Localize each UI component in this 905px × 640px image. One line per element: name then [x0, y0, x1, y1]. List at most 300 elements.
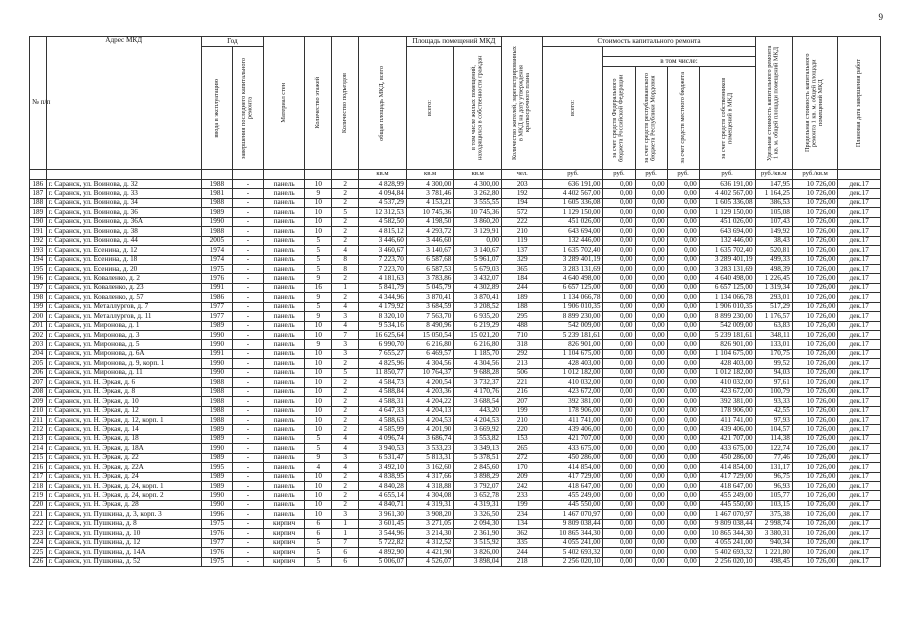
- table-cell: 0,00: [635, 548, 667, 557]
- table-cell: 5: [305, 246, 332, 255]
- table-cell: 216: [502, 387, 543, 396]
- table-cell: 2: [332, 378, 359, 387]
- table-cell: 4: [305, 463, 332, 472]
- table-cell: 1989: [201, 208, 232, 217]
- table-cell: 4 204,53: [454, 415, 502, 424]
- table-cell: панель: [263, 453, 304, 462]
- table-cell: 1 129 150,00: [543, 208, 603, 217]
- table-cell: 375,38: [755, 510, 792, 519]
- table-cell: г. Саранск, ул. Н. Эркая, д. 18А: [46, 444, 201, 453]
- table-cell: 6 469,57: [406, 349, 454, 358]
- table-cell: 318: [502, 340, 543, 349]
- table-cell: 8: [332, 255, 359, 264]
- table-cell: панель: [263, 359, 304, 368]
- table-cell: 8: [332, 264, 359, 273]
- table-cell: 542 009,00: [699, 321, 755, 330]
- table-cell: 15 021,20: [454, 331, 502, 340]
- table-cell: 0,00: [603, 387, 635, 396]
- table-cell: 295: [502, 312, 543, 321]
- table-cell: дек.17: [838, 198, 881, 207]
- table-cell: 10: [305, 472, 332, 481]
- table-cell: 418 647,00: [699, 482, 755, 491]
- table-cell: 3 686,74: [406, 434, 454, 443]
- table-row: [30, 538, 881, 547]
- table-cell: 4 179,92: [359, 302, 407, 311]
- table-cell: панель: [263, 425, 304, 434]
- table-cell: 15 050,54: [406, 331, 454, 340]
- table-cell: 214: [30, 444, 47, 453]
- table-cell: 188: [502, 302, 543, 311]
- table-cell: дек.17: [838, 236, 881, 245]
- table-row: [30, 217, 881, 226]
- header-max-cost: Предельная стоимость капитального ремонта 1 кв. м. общей площади помещений МКД: [792, 37, 838, 170]
- table-cell: 132 446,00: [543, 236, 603, 245]
- table-cell: 1 906 010,35: [699, 302, 755, 311]
- table-row: [30, 368, 881, 377]
- header-premises-residential: в том числе жилых помещений, находящихся в собственности граждан: [454, 47, 502, 170]
- table-cell: 5: [305, 434, 332, 443]
- table-cell: 5 239 181,61: [699, 331, 755, 340]
- table-cell: 0,00: [635, 321, 667, 330]
- table-cell: 4 200,54: [406, 378, 454, 387]
- table-cell: 0,00: [603, 378, 635, 387]
- table-cell: 0,00: [603, 293, 635, 302]
- table-cell: 0,00: [603, 510, 635, 519]
- table-cell: 4 304,56: [454, 359, 502, 368]
- table-cell: 2005: [201, 236, 232, 245]
- table-cell: 0,00: [667, 255, 699, 264]
- table-cell: 2 845,60: [454, 463, 502, 472]
- table-cell: 0,00: [635, 349, 667, 358]
- table-cell: -: [232, 510, 263, 519]
- table-cell: 3 432,07: [454, 274, 502, 283]
- table-cell: 0,00: [603, 246, 635, 255]
- table-cell: 4 840,71: [359, 500, 407, 509]
- table-cell: 4: [332, 321, 359, 330]
- table-cell: 16: [305, 283, 332, 292]
- table-cell: 3 826,00: [454, 548, 502, 557]
- table-cell: 10 726,00: [792, 482, 838, 491]
- table-cell: панель: [263, 406, 304, 415]
- table-row: [30, 189, 881, 198]
- table-cell: 3 380,31: [755, 529, 792, 538]
- table-cell: 0,00: [667, 510, 699, 519]
- table-cell: 6: [332, 548, 359, 557]
- table-cell: панель: [263, 349, 304, 358]
- table-cell: 0,00: [667, 529, 699, 538]
- table-cell: г. Саранск, ул. Н. Эркая, д. 18: [46, 434, 201, 443]
- table-cell: 1 226,45: [755, 274, 792, 283]
- table-cell: 10 726,00: [792, 406, 838, 415]
- table-cell: 119: [502, 236, 543, 245]
- table-cell: 423 672,00: [543, 387, 603, 396]
- table-cell: 10: [305, 368, 332, 377]
- table-cell: 4 203,36: [406, 387, 454, 396]
- table-cell: 3: [332, 510, 359, 519]
- table-cell: 233: [502, 491, 543, 500]
- table-cell: 0,00: [635, 397, 667, 406]
- table-cell: -: [232, 491, 263, 500]
- table-cell: дек.17: [838, 444, 881, 453]
- table-cell: 10: [305, 406, 332, 415]
- table-cell: дек.17: [838, 510, 881, 519]
- table-cell: 636 191,00: [699, 180, 755, 189]
- table-cell: дек.17: [838, 359, 881, 368]
- table-cell: панель: [263, 208, 304, 217]
- table-cell: 2: [332, 359, 359, 368]
- table-cell: -: [232, 236, 263, 245]
- table-cell: 0,00: [603, 264, 635, 273]
- table-cell: панель: [263, 312, 304, 321]
- table-cell: -: [232, 444, 263, 453]
- table-cell: 451 026,00: [699, 217, 755, 226]
- table-cell: 10: [305, 331, 332, 340]
- table-cell: 4 198,50: [406, 217, 454, 226]
- table-cell: 10: [305, 491, 332, 500]
- table-cell: -: [232, 472, 263, 481]
- table-cell: 3 544,96: [359, 529, 407, 538]
- table-row: [30, 557, 881, 566]
- table-cell: 1989: [201, 482, 232, 491]
- table-cell: г. Саранск, ул. Н. Эркая, д. 12, корп. 1: [46, 415, 201, 424]
- table-row: [30, 453, 881, 462]
- table-cell: г. Саранск, ул. Пушкина, д. 10: [46, 529, 201, 538]
- table-cell: 218: [502, 557, 543, 566]
- table-cell: 8 320,10: [359, 312, 407, 321]
- table-cell: 1977: [201, 302, 232, 311]
- table-cell: 451 026,00: [543, 217, 603, 226]
- table-cell: 0,00: [603, 500, 635, 509]
- table-cell: 10 726,00: [792, 387, 838, 396]
- table-cell: 2: [332, 406, 359, 415]
- table-cell: 3 732,37: [454, 378, 502, 387]
- table-cell: 210: [30, 406, 47, 415]
- table-cell: 210: [502, 227, 543, 236]
- table-cell: -: [232, 557, 263, 566]
- table-cell: 365: [502, 264, 543, 273]
- table-row: [30, 264, 881, 273]
- table-cell: 0,00: [667, 236, 699, 245]
- table-cell: 3 792,07: [454, 482, 502, 491]
- table-cell: 4 319,31: [454, 500, 502, 509]
- table-cell: 0,00: [667, 519, 699, 528]
- table-cell: г. Саранск, ул. Коваленко, д. 23: [46, 283, 201, 292]
- table-cell: -: [232, 312, 263, 321]
- table-cell: кирпич: [263, 529, 304, 538]
- table-cell: дек.17: [838, 312, 881, 321]
- table-cell: г. Саранск, ул. Миронова, д. 6А: [46, 349, 201, 358]
- table-cell: 433 675,00: [699, 444, 755, 453]
- table-cell: панель: [263, 500, 304, 509]
- table-cell: 2: [332, 491, 359, 500]
- table-cell: 4 588,63: [359, 415, 407, 424]
- table-cell: 0,00: [667, 217, 699, 226]
- table-cell: 4 655,14: [359, 491, 407, 500]
- table-cell: дек.17: [838, 264, 881, 273]
- table-cell: 455 249,00: [543, 491, 603, 500]
- table-cell: 4 588,31: [359, 397, 407, 406]
- table-cell: -: [232, 434, 263, 443]
- table-cell: 4: [332, 246, 359, 255]
- table-cell: 10 726,00: [792, 321, 838, 330]
- table-cell: 3 289 401,19: [699, 255, 755, 264]
- table-cell: -: [232, 283, 263, 292]
- table-row: [30, 208, 881, 217]
- table-cell: дек.17: [838, 368, 881, 377]
- table-cell: 3 669,92: [454, 425, 502, 434]
- table-row: [30, 491, 881, 500]
- table-cell: 1: [332, 283, 359, 292]
- table-cell: 1975: [201, 519, 232, 528]
- table-cell: 5: [305, 557, 332, 566]
- table-cell: 1989: [201, 453, 232, 462]
- table-cell: 10 726,00: [792, 340, 838, 349]
- table-cell: 0,00: [635, 198, 667, 207]
- table-cell: 1989: [201, 425, 232, 434]
- table-cell: 1989: [201, 321, 232, 330]
- table-cell: 7 223,70: [359, 255, 407, 264]
- table-cell: 3 684,59: [406, 302, 454, 311]
- table-cell: кирпич: [263, 557, 304, 566]
- table-cell: 6: [332, 557, 359, 566]
- table-cell: 3 688,54: [454, 397, 502, 406]
- table-cell: 204: [30, 349, 47, 358]
- table-cell: 4: [332, 463, 359, 472]
- table-cell: 5: [305, 255, 332, 264]
- table-cell: 189: [30, 208, 47, 217]
- table-cell: -: [232, 538, 263, 547]
- table-cell: дек.17: [838, 217, 881, 226]
- table-cell: 1: [332, 519, 359, 528]
- table-cell: 5: [305, 302, 332, 311]
- table-cell: кирпич: [263, 548, 304, 557]
- table-cell: 10 726,00: [792, 255, 838, 264]
- table-cell: 3: [332, 453, 359, 462]
- table-cell: панель: [263, 378, 304, 387]
- table-cell: 386,53: [755, 198, 792, 207]
- table-cell: г. Саранск, ул. Есенина, д. 20: [46, 264, 201, 273]
- table-row: [30, 519, 881, 528]
- table-row: [30, 302, 881, 311]
- table-cell: 2: [332, 236, 359, 245]
- table-cell: 207: [30, 378, 47, 387]
- table-cell: 188: [30, 198, 47, 207]
- table-cell: 10 726,00: [792, 378, 838, 387]
- unit-cost-federal: руб.: [603, 170, 635, 180]
- table-row: [30, 482, 881, 491]
- table-row: [30, 293, 881, 302]
- header-cost-group: Стоимость капитального ремонта: [543, 37, 755, 47]
- header-cost-federal: за счет средств Федерального бюджета Российской Федерации: [603, 67, 635, 170]
- table-cell: 0,00: [635, 557, 667, 566]
- table-cell: 5: [305, 538, 332, 547]
- table-cell: 1990: [201, 500, 232, 509]
- table-cell: 10 726,00: [792, 349, 838, 358]
- table-cell: 0,00: [635, 500, 667, 509]
- table-cell: 9 809 038,44: [543, 519, 603, 528]
- table-cell: 9 534,16: [359, 321, 407, 330]
- table-cell: 439 406,00: [699, 425, 755, 434]
- table-cell: 4 526,07: [406, 557, 454, 566]
- table-cell: 4 402 567,00: [699, 189, 755, 198]
- table-cell: панель: [263, 415, 304, 424]
- table-cell: 10 726,00: [792, 368, 838, 377]
- table-cell: 1988: [201, 378, 232, 387]
- table-cell: 10 726,00: [792, 359, 838, 368]
- table-cell: дек.17: [838, 425, 881, 434]
- table-cell: г. Саранск, ул. Миронова, д. 3: [46, 331, 201, 340]
- table-cell: 244: [502, 548, 543, 557]
- table-cell: 3 908,20: [406, 510, 454, 519]
- header-cost-blank: [603, 47, 755, 57]
- table-cell: 10 726,00: [792, 434, 838, 443]
- table-cell: 0,00: [667, 264, 699, 273]
- table-cell: 1: [332, 529, 359, 538]
- table-cell: -: [232, 180, 263, 189]
- table-cell: 0,00: [603, 321, 635, 330]
- table-cell: 0,00: [667, 180, 699, 189]
- unit-premises-total: кв.м: [406, 170, 454, 180]
- table-cell: 0,00: [667, 331, 699, 340]
- table-row: [30, 472, 881, 481]
- table-cell: 4 293,72: [406, 227, 454, 236]
- table-cell: 1 605 336,08: [543, 198, 603, 207]
- table-cell: 6 531,47: [359, 453, 407, 462]
- table-cell: панель: [263, 491, 304, 500]
- table-cell: 428 403,00: [699, 359, 755, 368]
- table-row: [30, 312, 881, 321]
- table-cell: 292: [502, 349, 543, 358]
- table-cell: г. Саранск, ул. Миронова, д. 1: [46, 321, 201, 330]
- table-row: [30, 198, 881, 207]
- table-cell: г. Саранск, ул. Металлургов, д. 7: [46, 302, 201, 311]
- table-cell: 6 219,29: [454, 321, 502, 330]
- table-cell: 3 492,10: [359, 463, 407, 472]
- table-cell: г. Саранск, ул. Миронова, д. 9, корп. 1: [46, 359, 201, 368]
- unit-cost-republic: руб.: [635, 170, 667, 180]
- table-cell: 221: [30, 510, 47, 519]
- table-cell: 10 726,00: [792, 397, 838, 406]
- table-cell: 293,01: [755, 293, 792, 302]
- table-cell: 7: [332, 331, 359, 340]
- table-row: [30, 246, 881, 255]
- table-cell: 4 055 241,00: [699, 538, 755, 547]
- table-cell: 4: [332, 434, 359, 443]
- table-cell: 191: [30, 227, 47, 236]
- table-cell: 0,00: [603, 415, 635, 424]
- table-cell: 5: [332, 368, 359, 377]
- table-cell: дек.17: [838, 548, 881, 557]
- table-cell: 3 870,41: [406, 293, 454, 302]
- table-cell: 8 490,96: [406, 321, 454, 330]
- table-cell: г. Саранск, ул. Н. Эркая, д. 24, корп. 2: [46, 491, 201, 500]
- table-cell: 4 585,99: [359, 425, 407, 434]
- table-cell: 1 012 182,00: [543, 368, 603, 377]
- table-cell: 5: [332, 208, 359, 217]
- unit-total-area: кв.м: [359, 170, 407, 180]
- header-year: Год: [201, 37, 263, 47]
- table-cell: 0,00: [635, 255, 667, 264]
- table-cell: 63,83: [755, 321, 792, 330]
- table-cell: 0,00: [635, 406, 667, 415]
- table-cell: 1991: [201, 283, 232, 292]
- table-cell: 10: [305, 321, 332, 330]
- table-row: [30, 434, 881, 443]
- table-cell: 5 006,07: [359, 557, 407, 566]
- table-cell: 1988: [201, 415, 232, 424]
- table-cell: 10 726,00: [792, 519, 838, 528]
- table-cell: 0,00: [635, 236, 667, 245]
- table-cell: 133,01: [755, 340, 792, 349]
- header-address: Адрес МКД: [46, 37, 201, 170]
- table-cell: 0,00: [667, 293, 699, 302]
- table-cell: 5 679,03: [454, 264, 502, 273]
- table-cell: 189: [502, 293, 543, 302]
- table-cell: 3 446,60: [359, 236, 407, 245]
- table-cell: 209: [30, 397, 47, 406]
- table-cell: 1 164,25: [755, 189, 792, 198]
- table-cell: 0,00: [635, 227, 667, 236]
- table-cell: 0,00: [635, 510, 667, 519]
- table-cell: 2 256 020,10: [699, 557, 755, 566]
- table-cell: 0,00: [603, 349, 635, 358]
- table-cell: 217: [30, 472, 47, 481]
- table-cell: 3 783,86: [406, 274, 454, 283]
- table-cell: г. Саранск, ул. Миронова, д. 11: [46, 368, 201, 377]
- table-cell: 3 140,67: [406, 246, 454, 255]
- header-cost-republic: за счет средств республиканского бюджета Республики Мордовия: [635, 67, 667, 170]
- table-cell: 4 892,90: [359, 548, 407, 557]
- table-row: [30, 444, 881, 453]
- table-cell: 517,29: [755, 302, 792, 311]
- table-cell: 10: [305, 217, 332, 226]
- table-cell: 1 467 070,97: [699, 510, 755, 519]
- table-cell: 4 094,84: [359, 189, 407, 198]
- table-cell: панель: [263, 463, 304, 472]
- table-cell: 199: [502, 406, 543, 415]
- table-cell: 4 204,53: [406, 415, 454, 424]
- table-cell: 6 216,80: [454, 340, 502, 349]
- table-cell: 0,00: [635, 312, 667, 321]
- table-cell: 4 318,88: [406, 482, 454, 491]
- table-cell: панель: [263, 444, 304, 453]
- table-cell: 16 625,64: [359, 331, 407, 340]
- table-row: [30, 274, 881, 283]
- table-cell: 209: [502, 472, 543, 481]
- table-cell: 10 726,00: [792, 246, 838, 255]
- table-cell: 392 381,00: [699, 397, 755, 406]
- table-cell: 10 726,00: [792, 217, 838, 226]
- table-cell: 10 726,00: [792, 453, 838, 462]
- table-cell: 1986: [201, 293, 232, 302]
- table-cell: г. Саранск, ул. Н. Эркая, д. 12: [46, 406, 201, 415]
- table-cell: дек.17: [838, 255, 881, 264]
- table-cell: 4 825,96: [359, 359, 407, 368]
- table-cell: 0,00: [603, 557, 635, 566]
- table-cell: дек.17: [838, 227, 881, 236]
- table-cell: 643 694,00: [699, 227, 755, 236]
- table-cell: 5 239 181,61: [543, 331, 603, 340]
- table-cell: 0,00: [603, 227, 635, 236]
- table-cell: 362: [502, 529, 543, 538]
- table-cell: г. Саранск, ул. Пушкина, д. 8: [46, 519, 201, 528]
- table-cell: 4 647,33: [359, 406, 407, 415]
- table-cell: 190: [30, 217, 47, 226]
- table-cell: 3 129,91: [454, 227, 502, 236]
- table-cell: 520,81: [755, 246, 792, 255]
- table-cell: 1990: [201, 340, 232, 349]
- unit-cost-total: руб.: [543, 170, 603, 180]
